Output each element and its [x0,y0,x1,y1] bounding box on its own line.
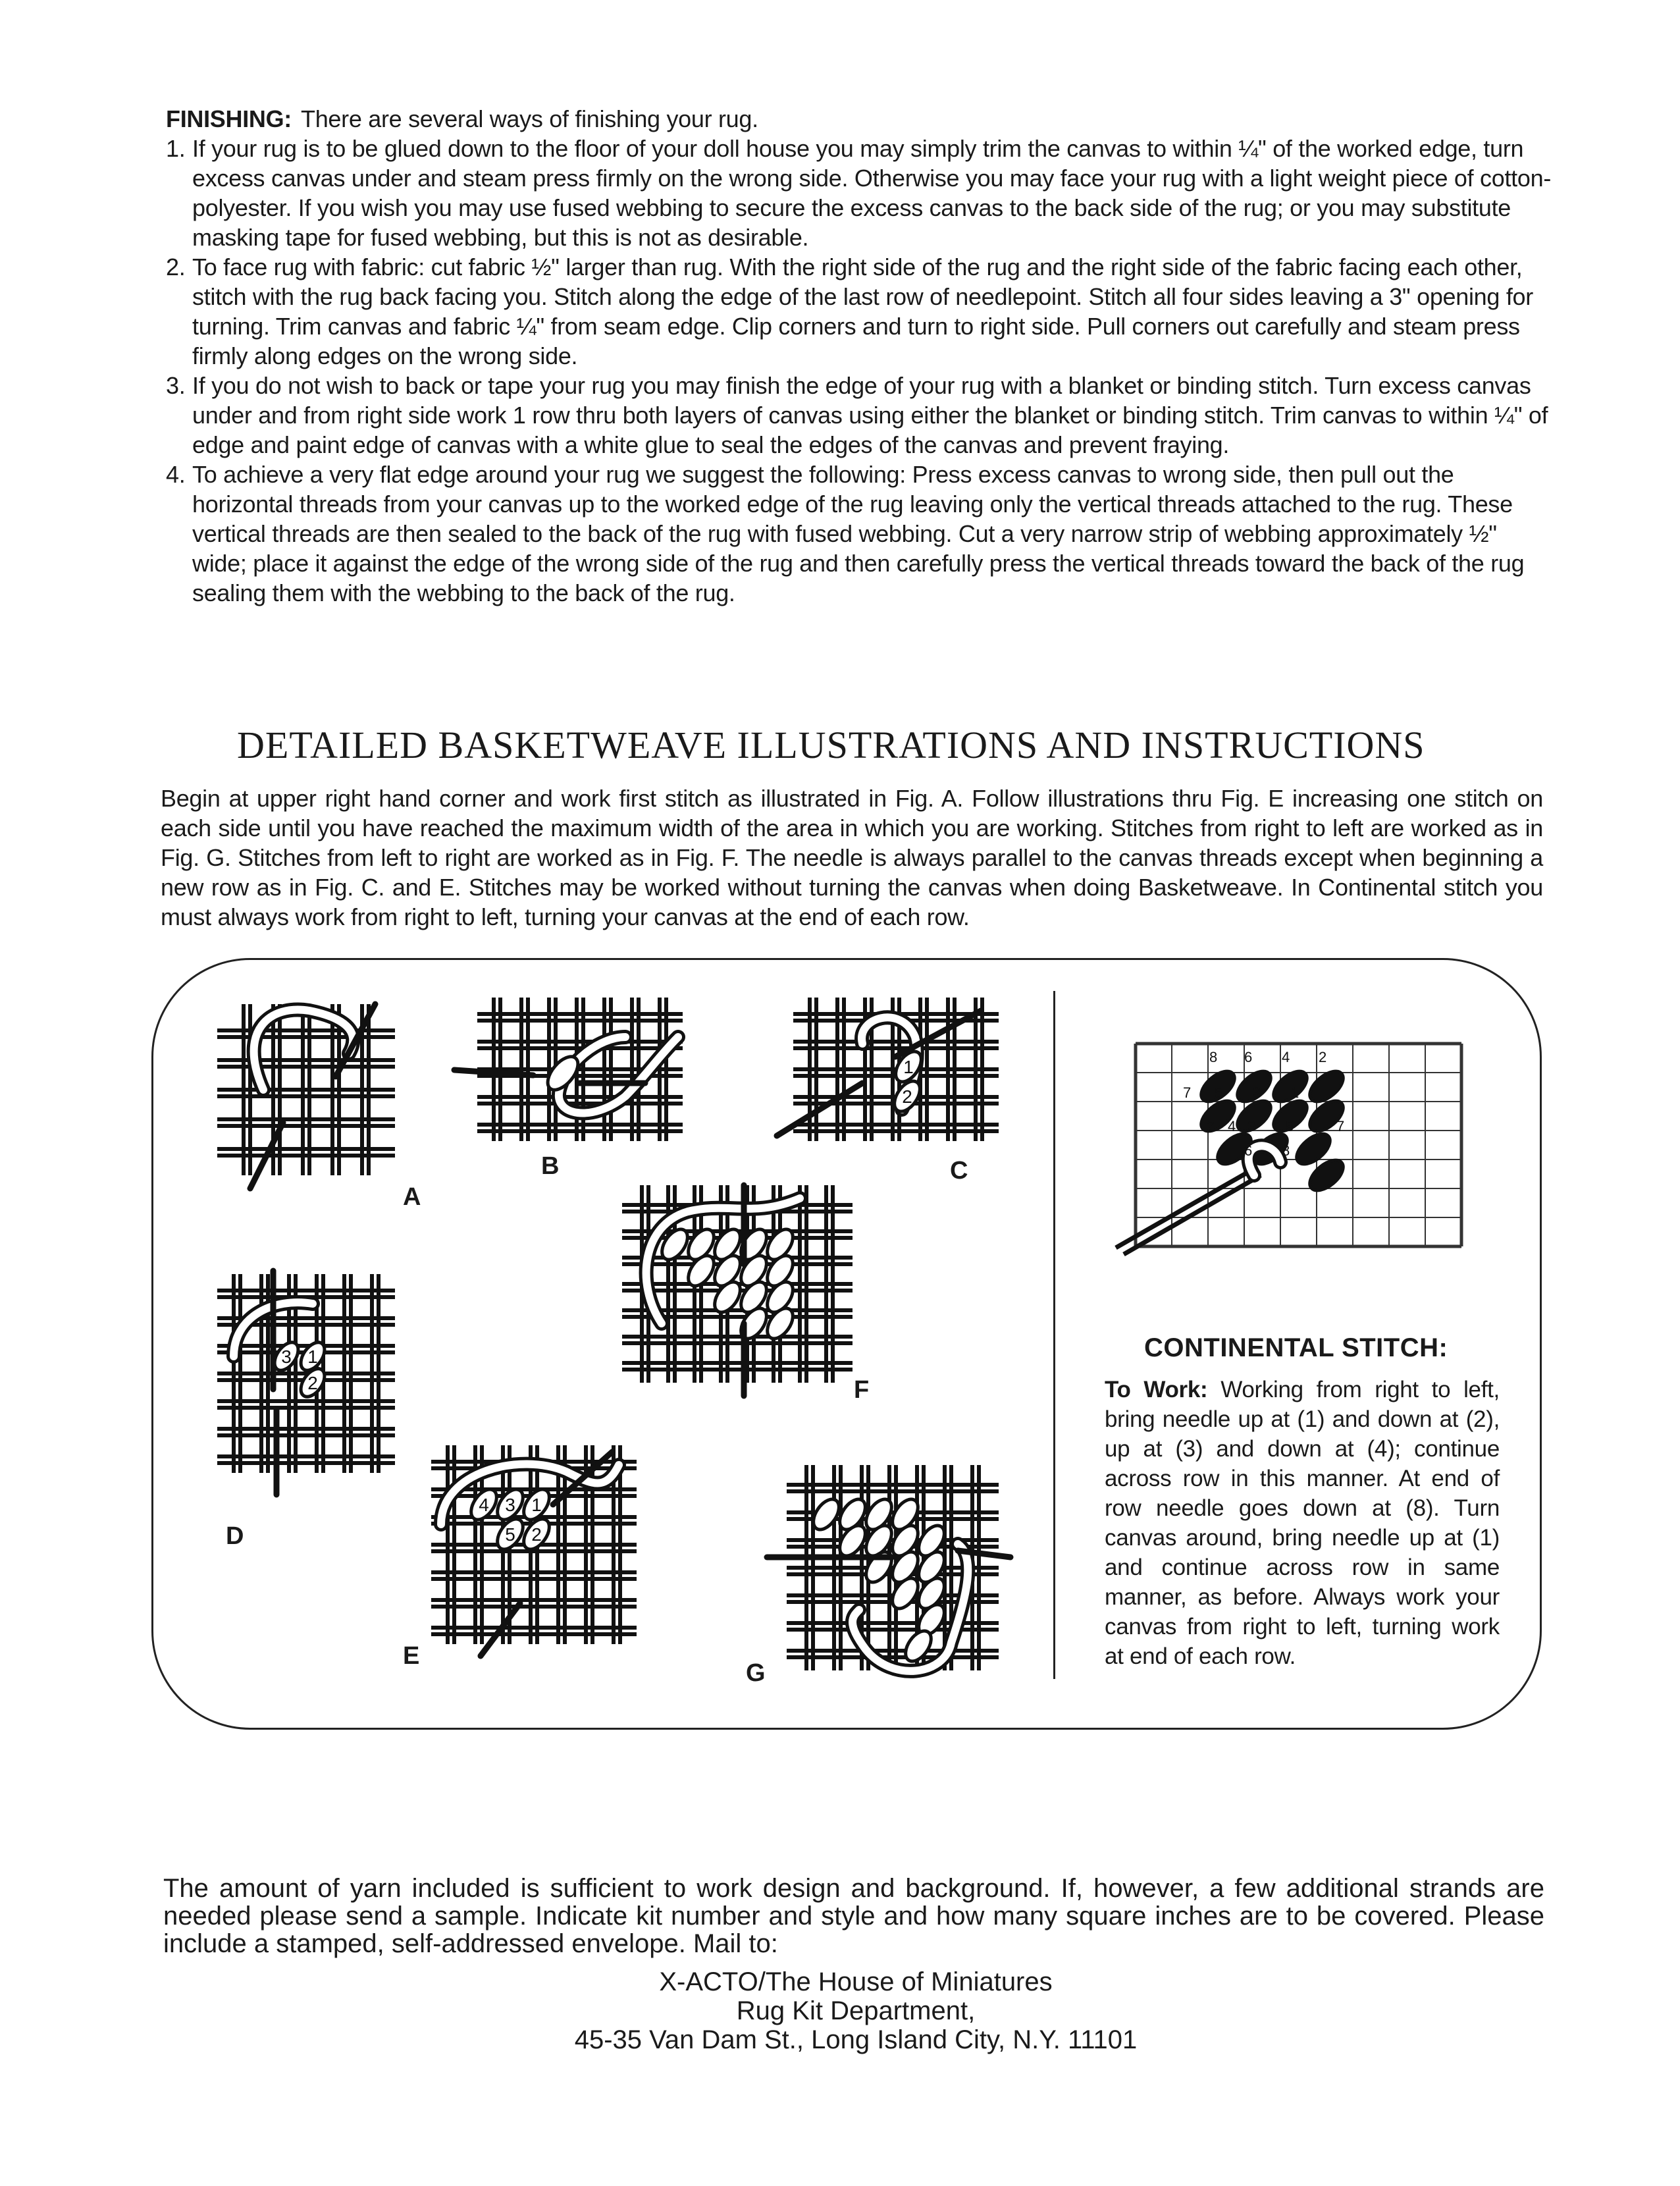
continental-lead: To Work: [1105,1377,1208,1402]
item-text: To achieve a very flat edge around your rug we suggest the following: Press excess canvas to wrong side, then pull out the horizontal threads from your canvas up to the worked edge of the rug leaving only the vertical threads attached to the rug. These vertical threads are then sealed to the back of the rug with fused webbing. Cut a very narrow strip of webbing approximately ½" wide; place it against the edge of the wrong side of the rug and then carefully press the vertical threads toward the back of the rug sealing them with the webbing to the back of the rug. [192,461,1525,606]
stitch-number: 6 [1244,1049,1253,1065]
yarn-note: The amount of yarn included is sufficient to work design and background. If, however, a few additional strands are needed please send a sample. Indicate kit number and style and how many square inches are to be covered. Please include a stamped, self-addressed envelope. Mail to: [163,1874,1544,1958]
mailing-address [395,1967,1317,2054]
figure-e-illustration [421,1445,645,1669]
needle [777,1083,862,1136]
finishing-heading: FINISHING: [166,105,292,132]
address-line: 45-35 Van Dam St., Long Island City, N.Y. 11101 [574,2025,1138,2054]
continental-instructions [1105,1375,1500,1671]
figure-c-illustration [764,998,1007,1156]
stitch-number: 2 [902,1086,912,1107]
figure-b-illustration [448,998,691,1149]
finishing-item [166,460,1555,608]
stitch-number: 3 [505,1495,515,1515]
figure-g-illustration [760,1465,1024,1689]
figure-g-label: G [746,1659,766,1687]
figure-c-label: C [950,1157,968,1185]
item-number: 4. [166,461,186,488]
stitch-number: 7 [1183,1084,1192,1101]
stitch-number: 3 [1247,1118,1256,1134]
finishing-heading-line [166,104,1555,134]
stitch-number: 5 [1286,1118,1294,1134]
stitch-number: 2 [1319,1049,1327,1065]
stitch-number: 3 [281,1346,292,1367]
stitch-number: 2 [307,1373,318,1393]
figure-b-label: B [541,1152,560,1180]
figure-f-illustration [622,1179,846,1402]
item-text: If you do not wish to back or tape your rug you may finish the edge of your rug with a blanket or binding stitch. Turn excess canvas under and from right side work 1 row thru both layers of canvas using either the blanket or binding stitch. Trim canvas to within ¼" of edge and paint edge of canvas with a white glue to seal the edges of the canvas and prevent fraying. [192,372,1548,458]
stitch-number: 4 [479,1495,489,1515]
stitch-number: 1 [307,1346,318,1367]
figure-d-illustration [194,1258,405,1508]
finishing-item [166,371,1555,460]
item-text: If your rug is to be glued down to the floor of your doll house you may simply trim the canvas to within ¼" of the worked edge, turn excess canvas under and steam press firmly on the wrong side. Otherwise you may face your rug with a light weight piece of cotton-polyester. If you wish you may use fused webbing to secure the excess canvas to the back side of the rug; or you may substitute masking tape for fused webbing, but this is not as desirable. [192,135,1552,251]
finishing-item [166,252,1555,371]
stitch-number: 4 [1282,1049,1290,1065]
stitch-number: 3 [1253,1084,1261,1101]
stitch-number: 2 [531,1524,542,1545]
finishing-section [166,104,1555,608]
item-number: 3. [166,372,186,399]
stitch-number: 5 [1215,1084,1223,1101]
needle [1116,1169,1261,1254]
item-text: To face rug with fabric: cut fabric ½" larger than rug. With the right side of the rug and the right side of the fabric facing each other, stitch with the rug back facing you. Stitch along the edge of the last row of needlepoint. Stitch all four sides leaving a 3" opening for turning. Trim canvas and fabric ¼" from seam edge. Clip corners and turn to right side. Pull corners out carefully and steam press firmly along edges on the wrong side. [192,253,1533,369]
figure-a-label: A [403,1183,421,1211]
item-number: 1. [166,135,186,162]
figure-e-label: E [403,1642,420,1670]
finishing-list [166,134,1555,608]
item-number: 2. [166,253,186,280]
finishing-item [166,134,1555,252]
stitch-number: 8 [1282,1142,1290,1159]
finishing-intro: There are several ways of finishing your rug. [301,105,758,132]
figure-d-label: D [226,1522,244,1550]
stitch-number: 1 [1291,1084,1299,1101]
continental-body: Working from right to left, bring needle up at (1) and down at (2), up at (3) and down at (4); continue across row in this manner. At end of row needle goes down at (8). Turn canvas around, bring needle up at (1) and continue across row in same manner, as before. Always work your canvas from right to left, turning work at end of each row. [1105,1377,1500,1669]
panel-divider [1053,991,1055,1679]
figure-a-illustration [197,991,408,1208]
continental-stitch-illustration [1109,1024,1478,1274]
stitch-number: 6 [1244,1142,1253,1159]
stitch-number: 5 [505,1524,515,1545]
stitch-number: 8 [1209,1049,1218,1065]
basketweave-intro: Begin at upper right hand corner and work first stitch as illustrated in Fig. A. Follow illustrations thru Fig. E increasing one stitch on each side until you have reached the maximum width of the area in which you are working. Stitches from right to left are worked as in Fig. G. Stitches from left to right are worked as in Fig. F. The needle is always parallel to the canvas threads except when beginning a new row as in Fig. C. and E. Stitches may be worked without turning the canvas when doing Basketweave. In Continental stitch you must always work from right to left, turning your canvas at the end of each row. [161,785,1543,930]
stitch-number: 4 [1228,1118,1236,1134]
address-line: Rug Kit Department, [736,1996,976,2025]
stitch-number: 2 [1207,1118,1215,1134]
stitch-number: 1 [531,1495,542,1515]
basketweave-title: DETAILED BASKETWEAVE ILLUSTRATIONS AND INSTRUCTIONS [237,724,1425,766]
figure-f-label: F [854,1376,870,1404]
address-line: X-ACTO/The House of Miniatures [659,1967,1053,1996]
stitch-number: 1 [903,1057,914,1077]
stitch-number: 7 [1336,1118,1345,1134]
continental-title: CONTINENTAL STITCH: [1144,1333,1448,1362]
